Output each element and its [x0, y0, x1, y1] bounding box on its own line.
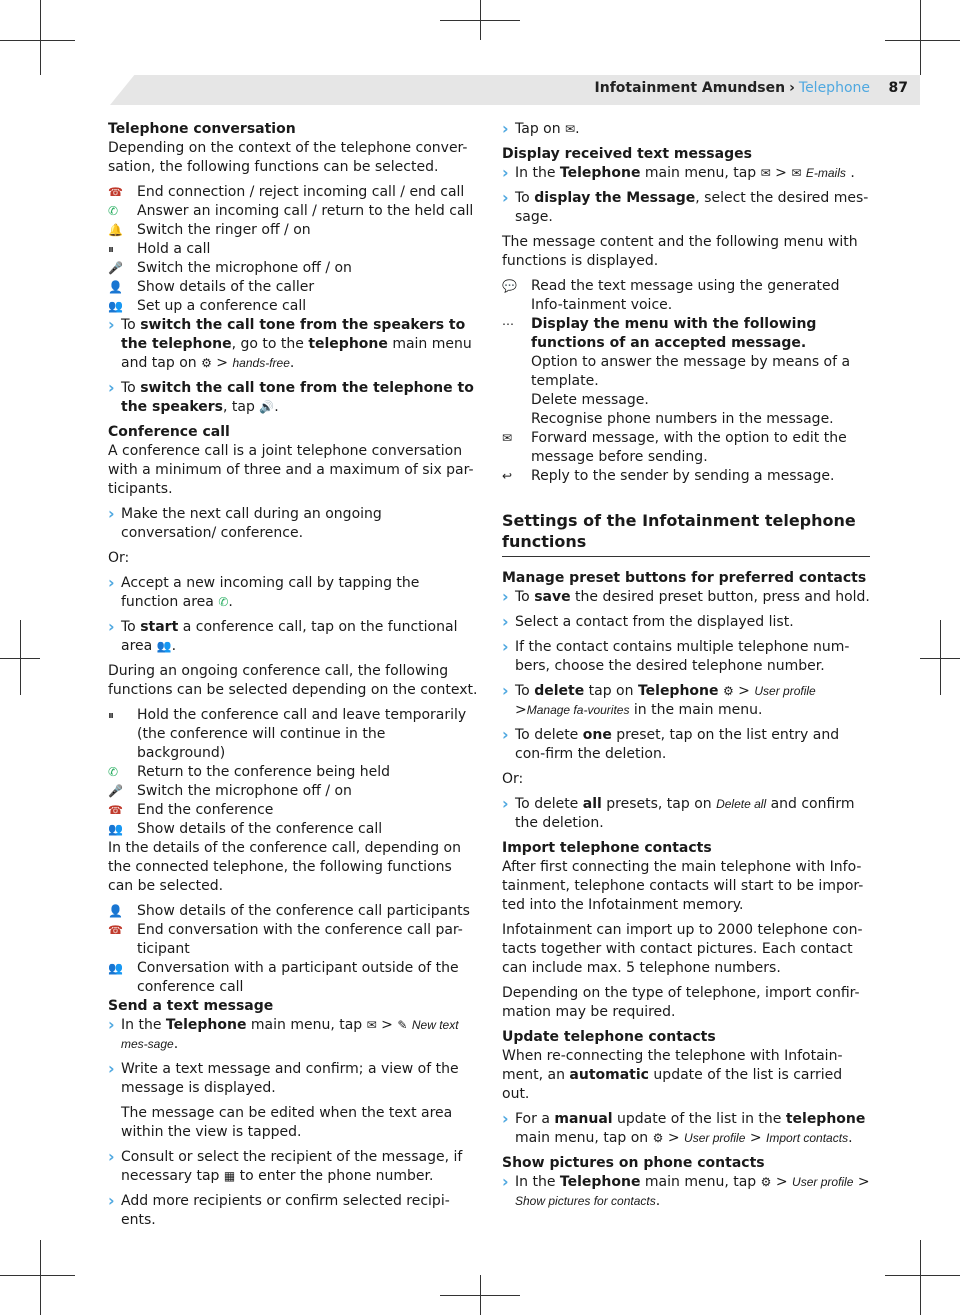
text: main menu, tap — [640, 1174, 757, 1190]
instruction: › Add more recipients or confirm selected recipi-ents. — [108, 1192, 478, 1230]
function-row — [108, 183, 478, 202]
function-text: Reply to the sender by sending a message. — [531, 468, 835, 484]
emphasis: Telephone — [559, 165, 641, 181]
function-row — [108, 706, 478, 763]
emphasis: all — [582, 796, 602, 812]
function-text: Hold the conference call and leave temporarily (the conference will continue in the background) — [137, 707, 467, 761]
heading: Send a text message — [108, 998, 274, 1014]
text: presets, tap on — [601, 796, 717, 812]
text: , go to the — [231, 336, 309, 352]
text: the desired preset button, press and hold. — [570, 589, 870, 605]
text: , select the desired mes-sage. — [515, 190, 869, 225]
reply-icon: ↩ — [502, 469, 513, 483]
text: main menu, tap on — [515, 1130, 649, 1146]
ui-label: User profile — [754, 684, 816, 698]
paragraph: During an ongoing conference call, the following functions can be selected depending on the context. — [108, 663, 478, 698]
text: Tap on — [515, 121, 561, 137]
text: main menu and tap on — [121, 336, 472, 371]
paragraph: Infotainment can import up to 2000 telephone con-tacts together with contact pictures. Each contact can include max. 5 telephone numbers. — [502, 922, 863, 976]
instruction — [502, 795, 870, 833]
page-number: 87 — [888, 80, 908, 96]
instruction: › To start a conference call, tap on the functional area 👥. — [108, 618, 478, 656]
import-block — [502, 839, 870, 915]
crop-mark — [440, 20, 520, 21]
text: preset, tap on the list entry and con-firm the deletion. — [515, 727, 840, 762]
function-text: Forward message, with the option to edit the message before sending. — [531, 430, 847, 465]
ui-label: Show pictures for contacts — [515, 1194, 656, 1208]
ui-label: E-mails — [805, 166, 846, 180]
message-icon: ✉ — [791, 166, 802, 180]
paragraph: After first connecting the main telephone with Info-tainment, telephone contacts will start to be impor-ted into the Infotainment memory. — [502, 859, 864, 913]
running-header — [595, 80, 870, 96]
heading: Manage preset buttons for preferred contacts — [502, 570, 867, 586]
function-row — [502, 429, 870, 467]
function-text: Show details of the conference call participants — [137, 903, 470, 919]
emphasis: save — [534, 589, 571, 605]
settings-icon: ⚙ — [760, 1175, 772, 1189]
section-title: Telephone — [798, 80, 870, 96]
emphasis: one — [582, 727, 612, 743]
crop-mark — [0, 1275, 75, 1276]
emphasis: telephone — [308, 336, 388, 352]
instruction — [502, 726, 870, 764]
instruction: › To switch the call tone from the speakers to the telephone, go to the telephone main menu and tap on ⚙ > hands-free. — [108, 316, 478, 373]
heading: Display received text messages — [502, 146, 752, 162]
emphasis: telephone — [785, 1111, 866, 1127]
crop-mark — [40, 0, 41, 75]
text: update of the list is carried out. — [502, 1067, 843, 1102]
function-text: End conversation with the conference call par-ticipant — [137, 922, 463, 957]
function-text: Switch the ringer off / on — [137, 222, 311, 238]
instruction: › Select a contact from the displayed list. — [502, 613, 870, 632]
function-row — [108, 221, 478, 240]
speaker-icon: 🔊 — [259, 400, 275, 414]
microphone-icon: 🎤 — [108, 784, 123, 798]
header-separator: › — [789, 80, 795, 96]
left-column — [108, 120, 478, 1236]
function-text: End the conference — [137, 802, 274, 818]
conference-icon: 👥 — [108, 299, 123, 313]
instruction: › For a manual update of the list in the telephone main menu, tap on ⚙ > User profile > Import contacts. — [502, 1110, 870, 1148]
ui-label: Import contacts — [766, 1131, 849, 1145]
crop-mark — [885, 40, 960, 41]
update-block — [502, 1028, 870, 1104]
ui-label: User profile — [684, 1131, 746, 1145]
right-column — [502, 120, 870, 1217]
or-text: Or: — [502, 771, 524, 787]
emphasis: Telephone — [637, 683, 719, 699]
text: To delete — [515, 727, 583, 743]
function-text: Show details of the conference call — [137, 821, 383, 837]
heading: Import telephone contacts — [502, 840, 712, 856]
function-text: Switch the microphone off / on — [137, 260, 352, 276]
heading: Show pictures on phone contacts — [502, 1155, 765, 1171]
text: tap on — [584, 683, 638, 699]
instruction: › In the Telephone main menu, tap ⚙ > User profile > Show pictures for contacts. — [502, 1173, 870, 1211]
emphasis: Display the menu with the following functions of an accepted message. — [531, 316, 817, 351]
crop-mark — [40, 1240, 41, 1315]
crop-mark — [920, 1240, 921, 1315]
text: In the — [515, 1174, 560, 1190]
function-text: Show details of the caller — [137, 279, 315, 295]
conversation-block — [108, 120, 478, 177]
instruction: › Tap on ✉. — [502, 120, 870, 139]
crop-mark — [0, 40, 75, 41]
paragraph: Depending on the type of telephone, import confir-mation may be required. — [502, 985, 860, 1020]
function-row — [108, 902, 478, 921]
ringer-icon: 🔔 — [108, 223, 123, 237]
crop-mark — [440, 1295, 520, 1296]
function-text: Option to answer the message by means of a template. Delete message. Recognise phone numbers in the message. — [531, 354, 851, 427]
text: a conference call, tap on the functional area — [121, 619, 458, 654]
text: To — [515, 589, 535, 605]
ui-label: Delete all — [716, 797, 767, 811]
speech-icon: 💬 — [502, 279, 517, 293]
text: main menu, tap — [246, 1017, 363, 1033]
hold-icon: ⏸ — [108, 708, 115, 722]
hold-icon: ⏸ — [108, 242, 115, 256]
text: to enter the phone number. — [239, 1168, 434, 1184]
text: and confirm the deletion. — [515, 796, 855, 831]
function-row — [108, 278, 478, 297]
text: In the — [121, 1017, 166, 1033]
ui-label: hands-free — [232, 356, 290, 370]
function-row — [108, 259, 478, 278]
paragraph: In the details of the conference call, depending on the connected telephone, the following functions can be selected. — [108, 840, 461, 894]
text: To — [121, 380, 141, 396]
participant-icon: 👤 — [108, 904, 123, 918]
paragraph: Depending on the context of the telephone conver-sation, the following functions can be selected. — [108, 140, 468, 175]
instruction: › In the Telephone main menu, tap ✉ > ✉ E-mails . — [502, 164, 870, 183]
function-row — [108, 297, 478, 316]
emphasis: Telephone — [559, 1174, 641, 1190]
paragraph: The message content and the following menu with functions is displayed. — [502, 234, 858, 269]
ui-label: New text mes-sage — [121, 1018, 459, 1051]
microphone-icon: 🎤 — [108, 261, 123, 275]
emphasis: switch the call tone from the speakers to the telephone — [121, 317, 466, 352]
forward-icon: ✉ — [502, 431, 513, 445]
keypad-icon: ▦ — [223, 1169, 236, 1183]
emphasis: switch the call tone from the telephone to the speakers — [121, 380, 474, 415]
text: In the — [515, 165, 560, 181]
function-text: End connection / reject incoming call / end call — [137, 184, 465, 200]
text: , tap — [223, 399, 255, 415]
end-call-icon: ☎ — [108, 923, 123, 937]
emphasis: start — [140, 619, 179, 635]
text: in the main menu. — [629, 702, 763, 718]
function-row — [108, 763, 478, 782]
emphasis: manual — [554, 1111, 613, 1127]
text: To — [121, 317, 141, 333]
caller-details-icon: 👤 — [108, 280, 123, 294]
more-menu-icon: ⋯ — [502, 317, 514, 331]
function-text: Hold a call — [137, 241, 211, 257]
crop-mark — [885, 1275, 960, 1276]
section-heading: Settings of the Infotainment telephone functions — [502, 510, 870, 557]
function-row — [108, 921, 478, 959]
conference-icon: 👥 — [156, 639, 172, 653]
instruction: › Write a text message and confirm; a view of the message is displayed. — [108, 1060, 478, 1098]
paragraph — [502, 1047, 870, 1104]
instruction: › To switch the call tone from the telephone to the speakers, tap 🔊. — [108, 379, 478, 417]
function-row — [108, 782, 478, 801]
crop-mark — [0, 658, 40, 659]
instruction: › To delete tap on Telephone ⚙ > User profile >Manage fa-vourites in the main menu. — [502, 682, 870, 720]
instruction: › In the Telephone main menu, tap ✉ > ✎ New text mes-sage. — [108, 1016, 478, 1054]
text: To — [515, 683, 535, 699]
conference-block — [108, 423, 478, 499]
function-text: Answer an incoming call / return to the held call — [137, 203, 474, 219]
function-text: Switch the microphone off / on — [137, 783, 352, 799]
answer-call-icon: ✆ — [108, 765, 119, 779]
function-text: Set up a conference call — [137, 298, 307, 314]
emphasis: automatic — [569, 1067, 649, 1083]
function-row — [502, 315, 870, 429]
text: main menu, tap — [640, 165, 757, 181]
settings-icon: ⚙ — [722, 684, 734, 698]
text: Accept a new incoming call by tapping the function area — [121, 575, 420, 610]
function-text: Return to the conference being held — [137, 764, 391, 780]
instruction: › Make the next call during an ongoing conversation/ conference. — [108, 505, 478, 543]
text: To — [515, 190, 535, 206]
function-row — [108, 820, 478, 839]
crop-mark — [920, 658, 960, 659]
crop-mark — [920, 0, 921, 75]
paragraph: The message can be edited when the text area within the view is tapped. — [121, 1105, 453, 1140]
text: To — [121, 619, 141, 635]
text: To delete — [515, 796, 583, 812]
answer-call-icon: ✆ — [218, 595, 229, 609]
answer-call-icon: ✆ — [108, 204, 119, 218]
text: Consult or select the recipient of the message, if necessary tap — [121, 1149, 463, 1184]
function-row — [108, 202, 478, 221]
settings-icon: ⚙ — [652, 1131, 664, 1145]
message-icon: ✉ — [760, 166, 771, 180]
instruction — [502, 588, 870, 607]
function-row — [108, 240, 478, 259]
paragraph: A conference call is a joint telephone conversation with a minimum of three and a maximum of six par-ticipants. — [108, 443, 474, 497]
edit-icon: ✎ — [397, 1018, 408, 1032]
end-call-icon: ☎ — [108, 185, 123, 199]
send-icon: ✉ — [565, 122, 576, 136]
function-row — [108, 959, 478, 997]
conference-details-icon: 👥 — [108, 822, 123, 836]
message-icon: ✉ — [366, 1018, 377, 1032]
heading: Update telephone contacts — [502, 1029, 716, 1045]
ui-label: Manage fa-vourites — [526, 703, 630, 717]
chapter-title: Infotainment Amundsen — [594, 80, 786, 96]
emphasis: display the Message — [534, 190, 696, 206]
function-row — [502, 277, 870, 315]
instruction — [502, 189, 870, 227]
ui-label: User profile — [792, 1175, 854, 1189]
or-text: Or: — [108, 550, 130, 566]
heading: Conference call — [108, 424, 230, 440]
function-text: Read the text message using the generated Info-tainment voice. — [531, 278, 840, 313]
end-call-icon: ☎ — [108, 803, 123, 817]
text: update of the list in the — [612, 1111, 786, 1127]
text: When re-connecting the telephone with Infotain-ment, an — [502, 1048, 843, 1083]
settings-icon: ⚙ — [201, 356, 212, 370]
text: For a — [515, 1111, 555, 1127]
emphasis: Telephone — [165, 1017, 247, 1033]
function-text: Conversation with a participant outside of the conference call — [137, 960, 459, 995]
function-row — [502, 467, 870, 486]
instruction: › Accept a new incoming call by tapping the function area ✆. — [108, 574, 478, 612]
private-call-icon: 👥 — [108, 961, 123, 975]
heading: Telephone conversation — [108, 121, 296, 137]
emphasis: delete — [534, 683, 585, 699]
instruction: › If the contact contains multiple telephone num-bers, choose the desired telephone number. — [502, 638, 870, 676]
function-row — [108, 801, 478, 820]
instruction — [108, 1148, 478, 1186]
